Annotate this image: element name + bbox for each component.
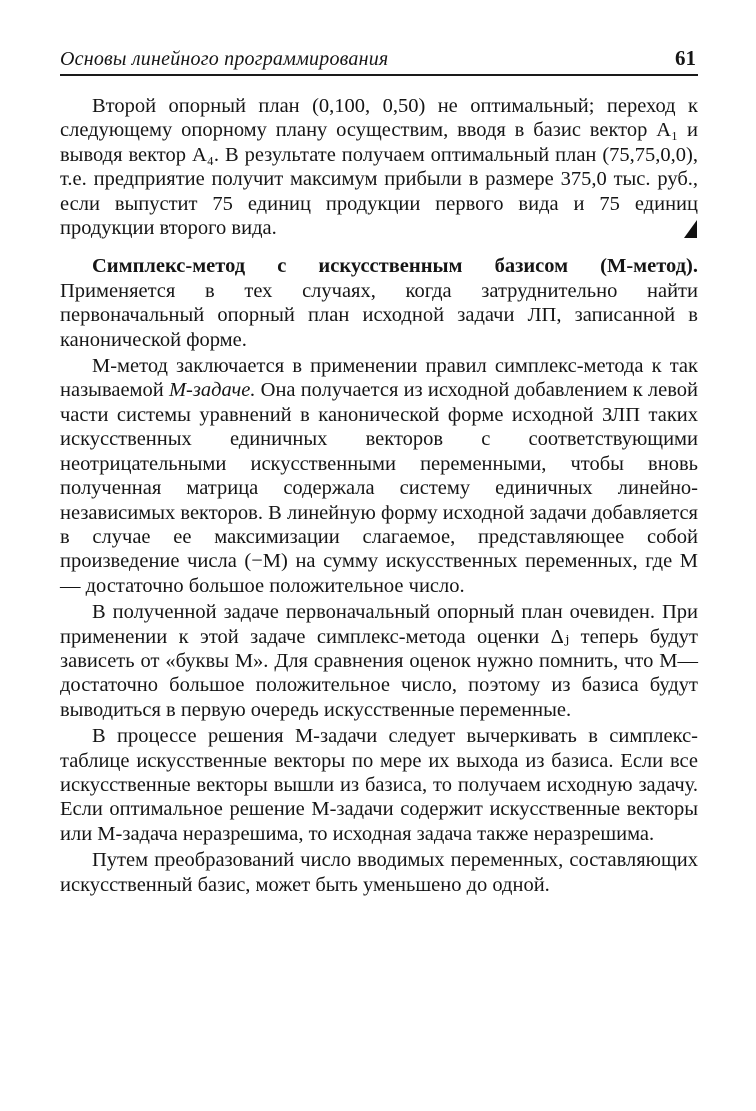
running-title: Основы линейного программирования — [60, 48, 389, 70]
paragraph-text: В полученной задаче первоначальный опорный план очевиден. При применении к этой задаче симплекс-метода оценки Δⱼ теперь будут зависеть от «буквы М». Для сравнения оценок нужно помнить, что М— достаточно большое положительное число, поэтому из базиса будут выводиться в первую очередь искусственные переменные. — [60, 601, 698, 721]
page-body — [60, 94, 698, 897]
paragraph-reduction — [60, 848, 698, 897]
paragraph-text: Она получается из исходной добавлением к левой части системы уравнений в канонической форме исходной ЗЛП таких искусственных единичных векторов с соответствующими неотрицательными искусственными переменными, чтобы вновь полученная матрица содержала систему единичных линейно-независимых векторов. В линейную форму исходной задачи добавляется в случае ее максимизации слагаемое, представляющее собой произведение числа (−М) на сумму искусственных переменных, где М — достаточно большое положительное число. — [60, 379, 698, 597]
page-number: 61 — [675, 46, 696, 70]
end-of-example-icon — [684, 220, 698, 238]
paragraph-text: В процессе решения М-задачи следует вычеркивать в симплекс-таблице искусственные векторы по мере их выхода из базиса. Если все искусственные векторы вышли из базиса, то получаем исходную задачу. Если оптимальное решение М-задачи содержит искусственные векторы или М-задача неразрешима, то исходная задача также неразрешима. — [60, 725, 698, 845]
paragraph-solution-process — [60, 724, 698, 846]
paragraph-optimal-plan — [60, 94, 698, 240]
term-m-task: М-задаче. — [168, 379, 256, 402]
paragraph-text: Путем преобразований число вводимых переменных, составляющих искусственный базис, может быть уменьшено до одной. — [60, 849, 698, 896]
paragraph-m-method-definition — [60, 254, 698, 352]
paragraph-m-method-description — [60, 354, 698, 598]
running-header — [60, 40, 698, 76]
paragraph-text: Второй опорный план (0,100, 0,50) не оптимальный; переход к следующему опорному плану осуществим, вводя в базис вектор A₁ и выводя вектор A₄. В результате получаем оптимальный план (75,75,0,0), т.е. предприятие получит максимум прибыли в размере 375,0 тыс. руб., если выпустит 75 единиц продукции первого вида и 75 единиц продукции второго вида. — [60, 95, 698, 240]
section-heading: Симплекс-метод с искусственным базисом (М-метод). — [92, 255, 698, 278]
paragraph-text: Применяется в тех случаях, когда затруднительно найти первоначальный опорный план исходной задачи ЛП, записанной в канонической форме. — [60, 279, 698, 351]
paragraph-initial-plan — [60, 600, 698, 722]
paragraph-text: М-метод заключается в применении правил симплекс-метода к так называемой — [60, 355, 698, 402]
